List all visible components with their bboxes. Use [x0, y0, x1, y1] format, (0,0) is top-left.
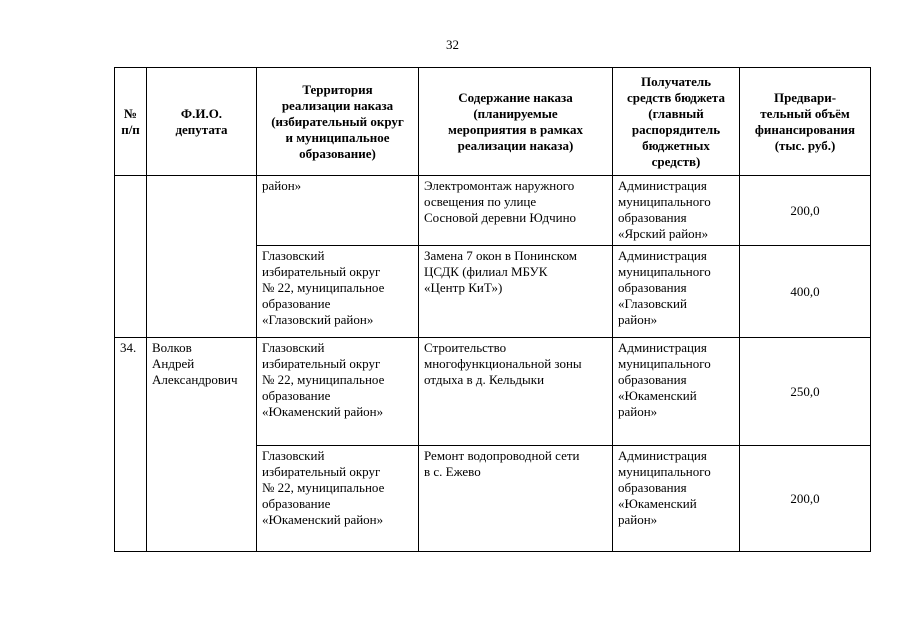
cell-territory: Глазовский избирательный округ № 22, муниципальное образование «Глазовский район»: [257, 246, 419, 338]
table-row: [115, 176, 871, 246]
header-number: № п/п: [115, 68, 147, 176]
cell-recipient: Администрация муниципального образования «Юкаменский район»: [613, 338, 740, 446]
cell-amount: 400,0: [740, 246, 871, 338]
cell-content: Ремонт водопроводной сети в с. Ежево: [419, 446, 613, 552]
cell-content: Строительство многофункциональной зоны отдыха в д. Кельдыки: [419, 338, 613, 446]
cell-territory: Глазовский избирательный округ № 22, муниципальное образование «Юкаменский район»: [257, 446, 419, 552]
cell-deputy-empty: [147, 176, 257, 338]
header-deputy: Ф.И.О. депутата: [147, 68, 257, 176]
cell-number-empty: [115, 176, 147, 338]
cell-number: 34.: [115, 338, 147, 552]
cell-amount: 250,0: [740, 338, 871, 446]
cell-content: Замена 7 окон в Понинском ЦСДК (филиал МБУК «Центр КиТ»): [419, 246, 613, 338]
cell-amount: 200,0: [740, 446, 871, 552]
table-row: [115, 338, 871, 446]
header-territory: Территория реализации наказа (избирательный округ и муниципальное образование): [257, 68, 419, 176]
cell-deputy: Волков Андрей Александрович: [147, 338, 257, 552]
header-content: Содержание наказа (планируемые мероприятия в рамках реализации наказа): [419, 68, 613, 176]
cell-recipient: Администрация муниципального образования «Глазовский район»: [613, 246, 740, 338]
cell-amount: 200,0: [740, 176, 871, 246]
cell-territory: район»: [257, 176, 419, 246]
mandates-table: [114, 67, 871, 552]
cell-territory: Глазовский избирательный округ № 22, муниципальное образование «Юкаменский район»: [257, 338, 419, 446]
cell-recipient: Администрация муниципального образования «Юкаменский район»: [613, 446, 740, 552]
table-header-row: [115, 68, 871, 176]
header-funding: Предвари- тельный объём финансирования (тыс. руб.): [740, 68, 871, 176]
page-number: 32: [446, 37, 459, 52]
cell-recipient: Администрация муниципального образования «Ярский район»: [613, 176, 740, 246]
cell-content: Электромонтаж наружного освещения по улице Сосновой деревни Юдчино: [419, 176, 613, 246]
header-recipient: Получатель средств бюджета (главный распорядитель бюджетных средств): [613, 68, 740, 176]
